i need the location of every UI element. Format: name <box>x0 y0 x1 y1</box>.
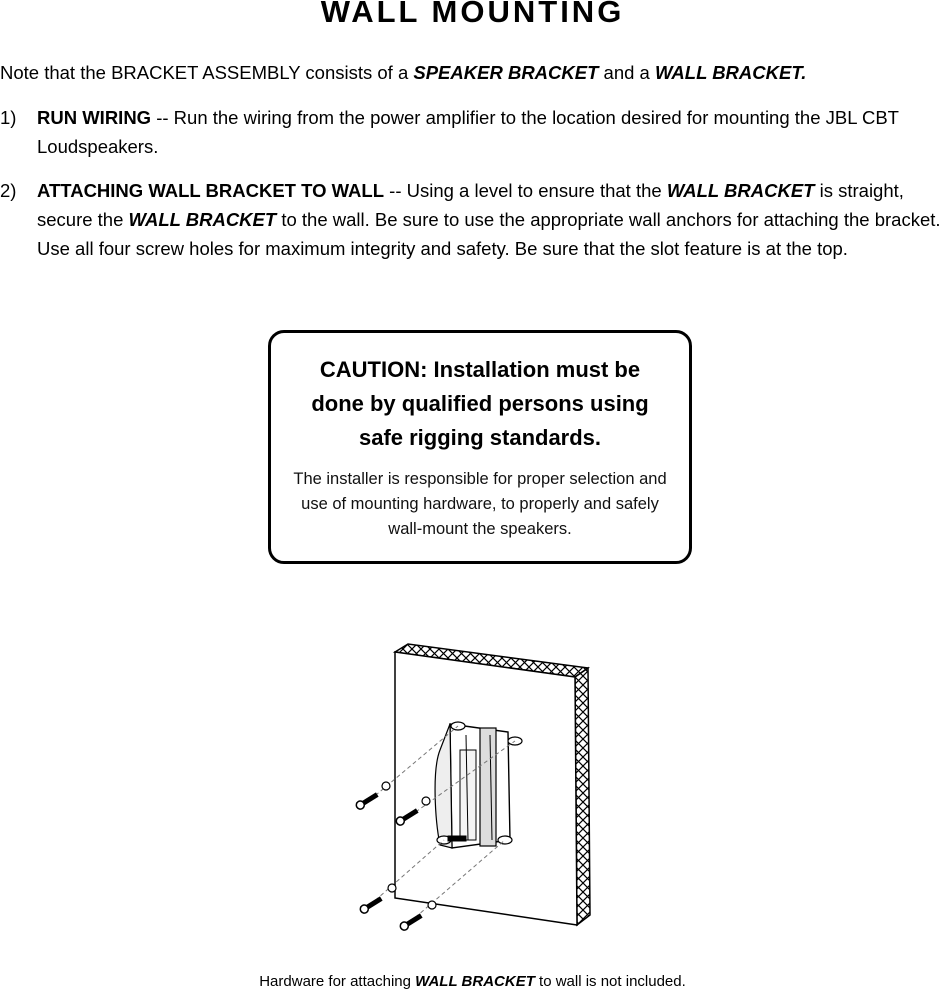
bracket-assembly-note <box>0 61 945 85</box>
step-run-wiring <box>0 103 945 161</box>
wall-bracket-mounting-illustration <box>340 640 605 940</box>
step-text: -- Using a level to ensure that the <box>384 180 667 201</box>
caution-heading: CAUTION: Installation must be done by qualified persons using safe rigging standards. <box>311 357 649 450</box>
step-body <box>37 176 945 263</box>
caption-text: Hardware for attaching <box>259 973 416 990</box>
wall-bracket-term: WALL BRACKET <box>666 180 815 201</box>
wall-bracket-term: WALL BRACKET <box>415 973 535 990</box>
step-number: 1) <box>0 107 17 128</box>
step-text: -- Run the wiring from the power amplifier to the location desired for mounting the JBL CBT Loudspeakers. <box>37 107 899 157</box>
wall-bracket-term: WALL BRACKET <box>128 209 277 230</box>
step-number: 2) <box>0 180 17 201</box>
step-heading: ATTACHING WALL BRACKET TO WALL <box>37 180 385 201</box>
step-text: is straight, secure the <box>37 180 904 230</box>
wall-bracket <box>435 722 522 848</box>
wall-bracket-term: WALL BRACKET. <box>654 62 807 83</box>
step-heading: RUN WIRING <box>37 107 152 128</box>
figure-caption <box>0 973 945 991</box>
page-title: WALL MOUNTING <box>320 0 625 29</box>
step-attach-wall-bracket <box>0 176 945 263</box>
step-text: to the wall. Be sure to use the appropriate wall anchors for attaching the bracket. Use all four screw holes for maximum integrity and safety. Be sure that the slot feature is at the top. <box>37 209 941 259</box>
note-text: Note that the BRACKET ASSEMBLY consists of a <box>0 62 414 83</box>
caution-box <box>268 330 692 564</box>
caution-body: The installer is responsible for proper selection and use of mounting hardware, to properly and safely wall-mount the speakers. <box>293 470 667 538</box>
caption-text: to wall is not included. <box>534 973 686 990</box>
step-body <box>37 103 945 161</box>
note-and: and a <box>598 62 655 83</box>
speaker-bracket-term: SPEAKER BRACKET <box>413 62 599 83</box>
